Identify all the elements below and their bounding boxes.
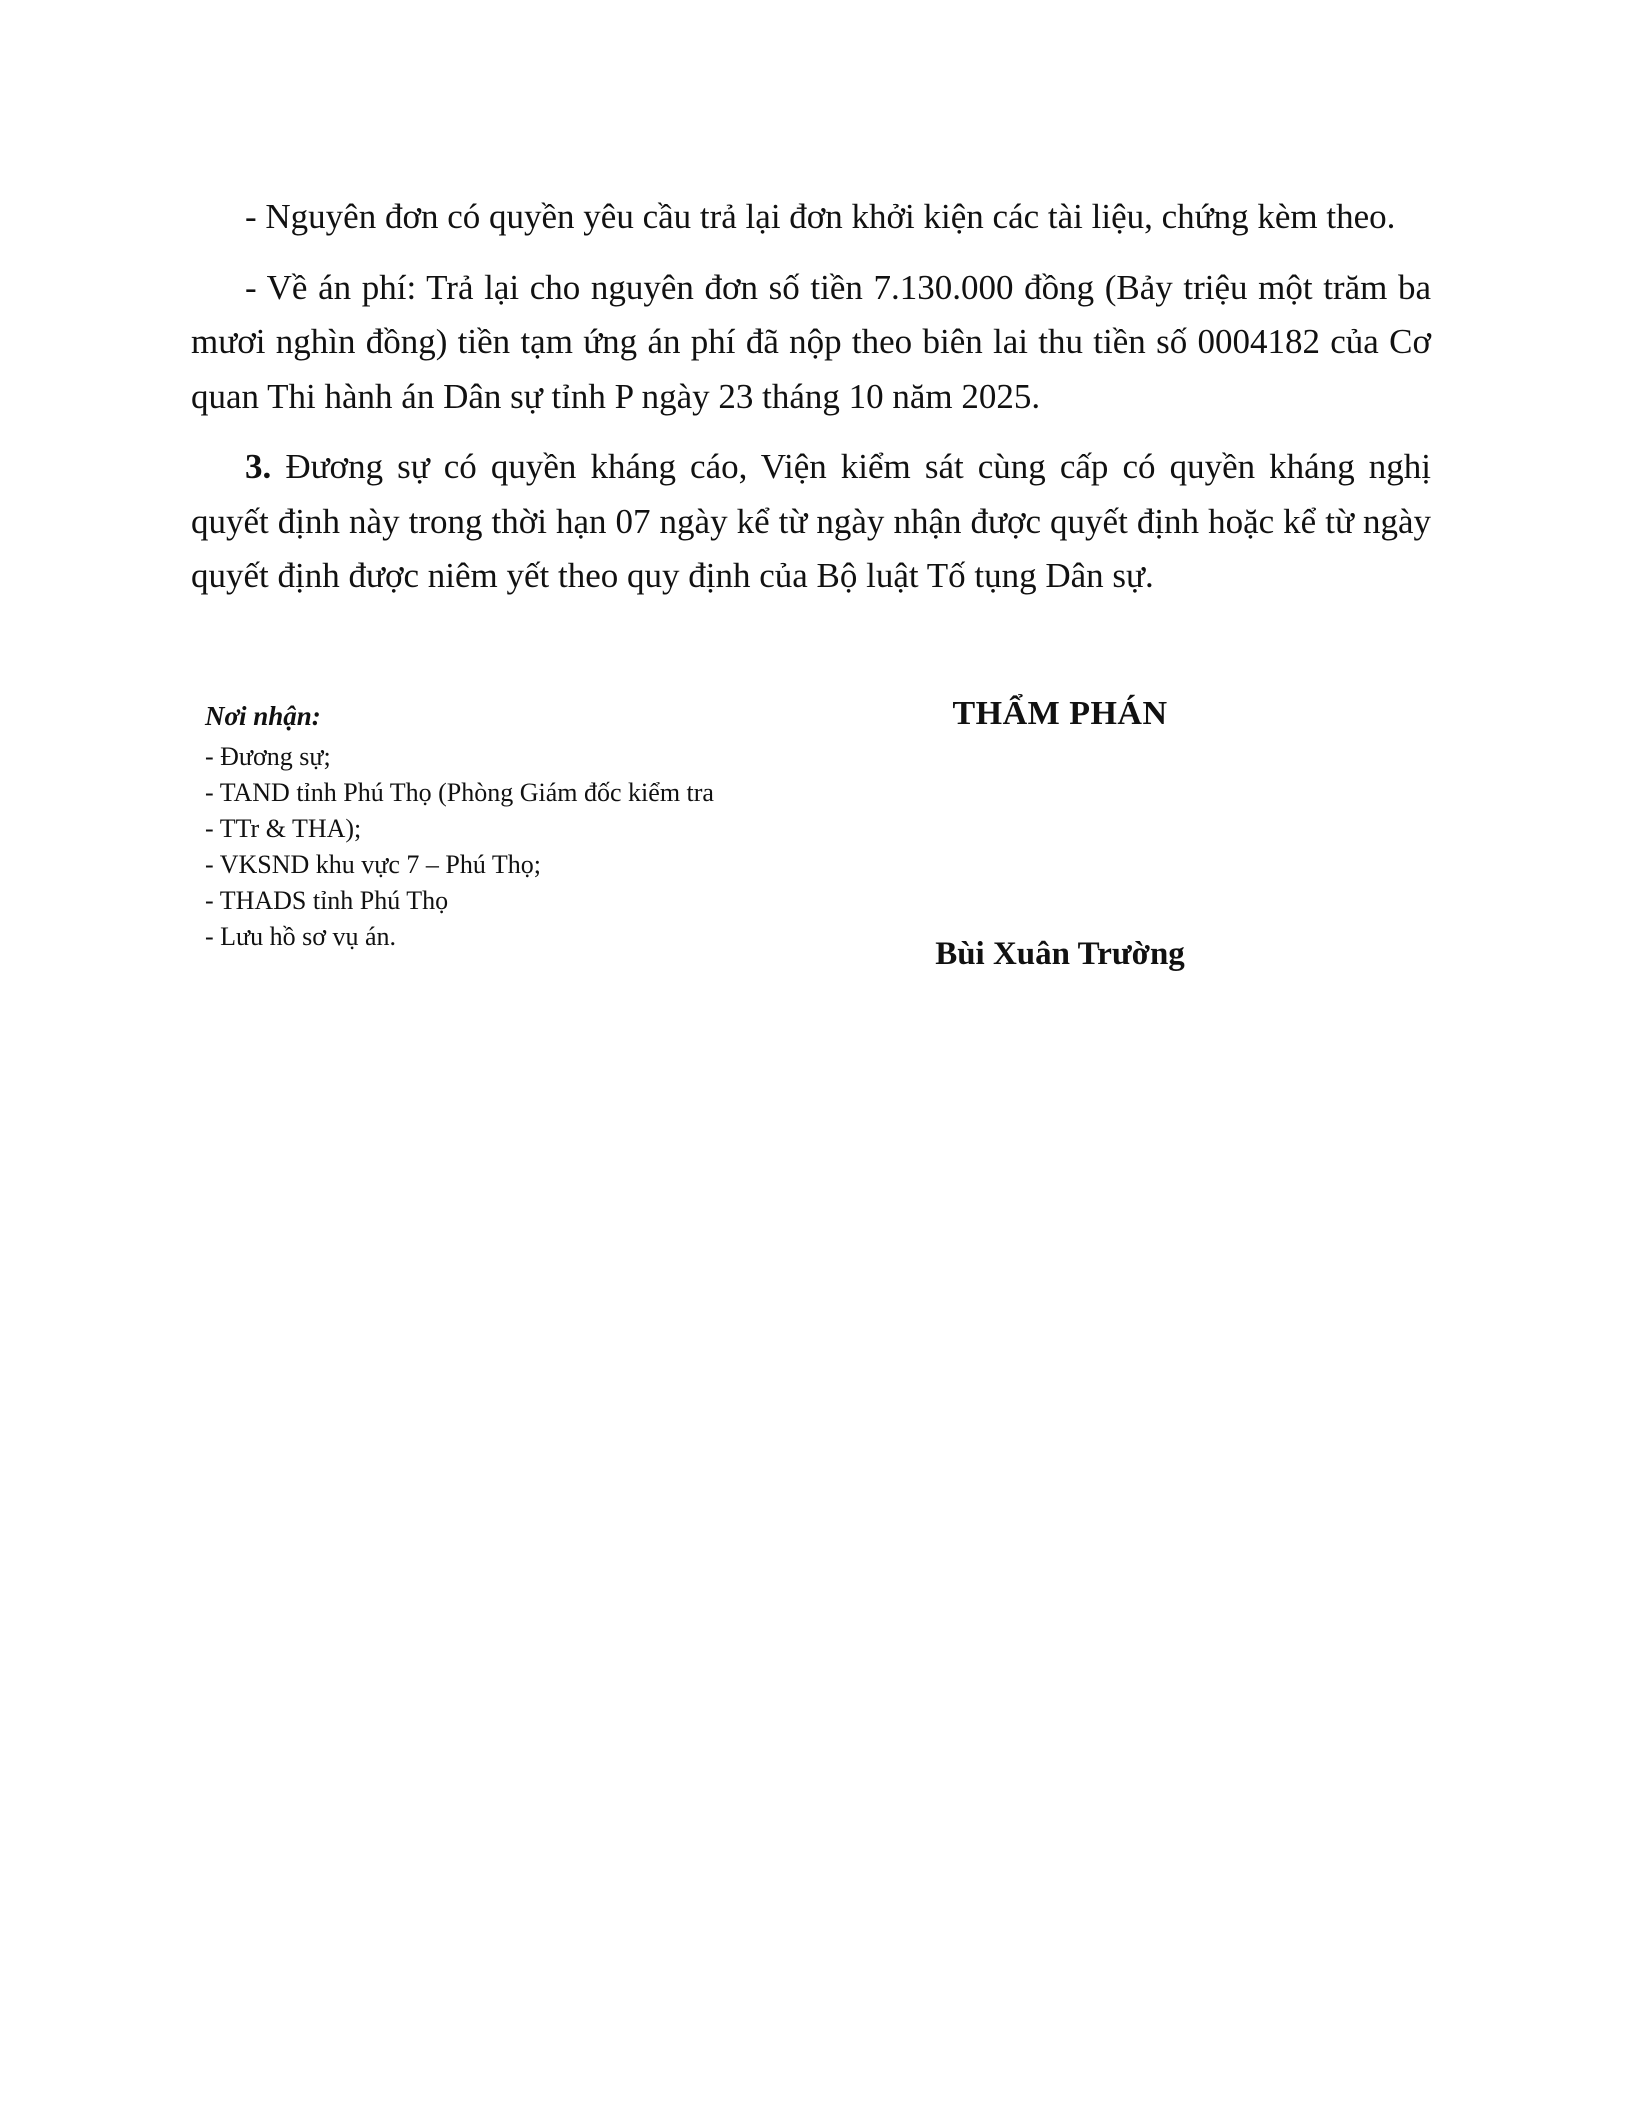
recipient-item: - Lưu hồ sơ vụ án. xyxy=(205,922,397,951)
paragraph-appeal-rights xyxy=(191,440,1431,604)
paragraph-number: 3. xyxy=(245,447,272,486)
recipient-item: - VKSND khu vực 7 – Phú Thọ; xyxy=(205,850,541,879)
recipient-item: - Đương sự; xyxy=(205,742,331,771)
paragraph-text: - Nguyên đơn có quyền yêu cầu trả lại đơn khởi kiện các tài liệu, chứng kèm theo. xyxy=(245,197,1396,236)
paragraph-return-documents xyxy=(191,190,1431,245)
recipients-block xyxy=(205,698,725,955)
recipient-item: - TAND tỉnh Phú Thọ (Phòng Giám đốc kiểm tra - TTr & THA); xyxy=(205,778,714,843)
paragraph-text: - Về án phí: Trả lại cho nguyên đơn số tiền 7.130.000 đồng (Bảy triệu một trăm ba mươi nghìn đồng) tiền tạm ứng án phí đã nộp theo biên lai thu tiền số 0004182 của Cơ quan Thi hành án Dân sự tỉnh P ngày 23 tháng 10 năm 2025. xyxy=(191,267,1431,416)
recipients-heading: Nơi nhận: xyxy=(205,701,321,731)
paragraph-court-fee xyxy=(191,261,1431,425)
signer-name: Bùi Xuân Trường xyxy=(935,936,1185,972)
signer-title: THẨM PHÁN xyxy=(952,695,1168,732)
recipient-item: - THADS tỉnh Phú Thọ xyxy=(205,886,449,915)
document-body xyxy=(191,190,1431,620)
paragraph-text: Đương sự có quyền kháng cáo, Viện kiểm sát cùng cấp có quyền kháng nghị quyết định này trong thời hạn 07 ngày kể từ ngày nhận được quyết định hoặc kể từ ngày quyết định được niêm yết theo quy định của Bộ luật Tố tụng Dân sự. xyxy=(191,447,1431,595)
